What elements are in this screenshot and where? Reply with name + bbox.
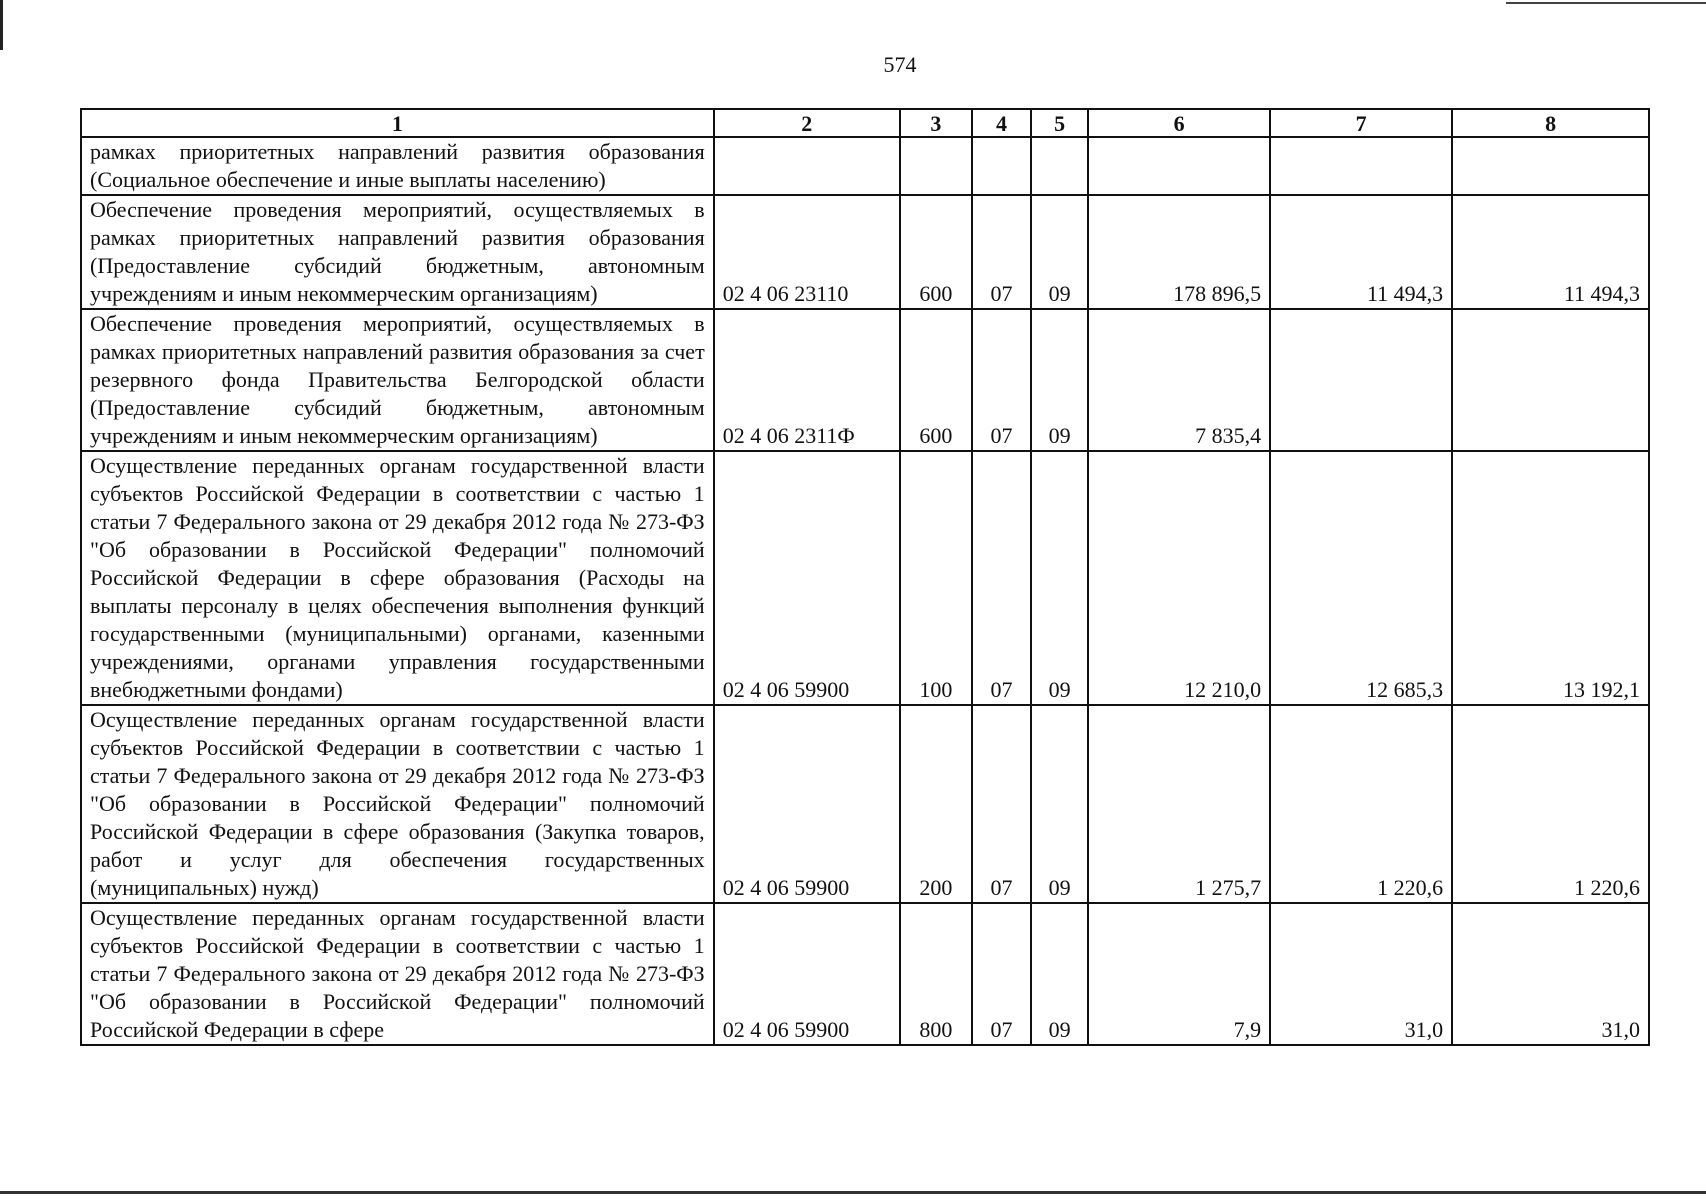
column-header: 6 — [1088, 109, 1270, 137]
scan-edge-mark — [1506, 2, 1706, 4]
amount-column-7: 31,0 — [1270, 903, 1452, 1045]
expense-description: Осуществление переданных органам государственной власти субъектов Российской Федерации в соответствии с частью 1 статьи 7 Федерального закона от 29 декабря 2012 года № 273-ФЗ "Об образовании в Российской Федерации" полномочий Российской Федерации в сфере — [81, 903, 714, 1045]
expense-description: Осуществление переданных органам государственной власти субъектов Российской Федерации в соответствии с частью 1 статьи 7 Федерального закона от 29 декабря 2012 года № 273-ФЗ "Об образовании в Российской Федерации" полномочий Российской Федерации в сфере образования (Расходы на выплаты персоналу в целях обеспечения выполнения функций государственными (муниципальными) органами, казенными учреждениями, органами управления государственными внебюджетными фондами) — [81, 451, 714, 705]
amount-column-8: 11 494,3 — [1452, 195, 1649, 309]
expense-type-code: 100 — [900, 451, 972, 705]
column-header: 4 — [972, 109, 1031, 137]
table-row — [81, 705, 1649, 903]
column-header: 5 — [1031, 109, 1088, 137]
target-article-code: 02 4 06 59900 — [714, 903, 900, 1045]
amount-column-6: 7,9 — [1088, 903, 1270, 1045]
scan-edge-mark — [0, 0, 3, 50]
amount-column-8: 1 220,6 — [1452, 705, 1649, 903]
expense-type-code — [900, 137, 972, 195]
subsection-code: 09 — [1031, 903, 1088, 1045]
amount-column-8: 13 192,1 — [1452, 451, 1649, 705]
table-row — [81, 451, 1649, 705]
expense-description: Обеспечение проведения мероприятий, осуществляемых в рамках приоритетных направлений развития образования (Предоставление субсидий бюджетным, автономным учреждениям и иным некоммерческим организациям) — [81, 195, 714, 309]
subsection-code — [1031, 137, 1088, 195]
amount-column-6: 7 835,4 — [1088, 309, 1270, 451]
target-article-code: 02 4 06 2311Ф — [714, 309, 900, 451]
table-row — [81, 903, 1649, 1045]
table-row — [81, 309, 1649, 451]
column-header: 1 — [81, 109, 714, 137]
expense-type-code: 600 — [900, 195, 972, 309]
amount-column-7 — [1270, 137, 1452, 195]
target-article-code — [714, 137, 900, 195]
amount-column-7: 12 685,3 — [1270, 451, 1452, 705]
expense-type-code: 800 — [900, 903, 972, 1045]
expense-description: Обеспечение проведения мероприятий, осуществляемых в рамках приоритетных направлений развития образования за счет резервного фонда Правительства Белгородской области (Предоставление субсидий бюджетным, автономным учреждениям и иным некоммерческим организациям) — [81, 309, 714, 451]
column-header: 8 — [1452, 109, 1649, 137]
amount-column-7: 1 220,6 — [1270, 705, 1452, 903]
subsection-code: 09 — [1031, 451, 1088, 705]
table-row — [81, 137, 1649, 195]
expense-type-code: 200 — [900, 705, 972, 903]
table-header-row — [81, 109, 1649, 137]
column-header: 3 — [900, 109, 972, 137]
section-code: 07 — [972, 309, 1031, 451]
subsection-code: 09 — [1031, 309, 1088, 451]
subsection-code: 09 — [1031, 705, 1088, 903]
target-article-code: 02 4 06 59900 — [714, 705, 900, 903]
column-header: 2 — [714, 109, 900, 137]
expense-description: рамках приоритетных направлений развития образования (Социальное обеспечение и иные выплаты населению) — [81, 137, 714, 195]
table-row — [81, 195, 1649, 309]
section-code: 07 — [972, 451, 1031, 705]
section-code — [972, 137, 1031, 195]
amount-column-7 — [1270, 309, 1452, 451]
amount-column-8 — [1452, 137, 1649, 195]
amount-column-6: 12 210,0 — [1088, 451, 1270, 705]
expense-description: Осуществление переданных органам государственной власти субъектов Российской Федерации в соответствии с частью 1 статьи 7 Федерального закона от 29 декабря 2012 года № 273-ФЗ "Об образовании в Российской Федерации" полномочий Российской Федерации в сфере образования (Закупка товаров, работ и услуг для обеспечения государственных (муниципальных) нужд) — [81, 705, 714, 903]
section-code: 07 — [972, 705, 1031, 903]
section-code: 07 — [972, 903, 1031, 1045]
amount-column-6: 178 896,5 — [1088, 195, 1270, 309]
budget-table — [80, 108, 1650, 1046]
target-article-code: 02 4 06 59900 — [714, 451, 900, 705]
amount-column-7: 11 494,3 — [1270, 195, 1452, 309]
column-header: 7 — [1270, 109, 1452, 137]
subsection-code: 09 — [1031, 195, 1088, 309]
target-article-code: 02 4 06 23110 — [714, 195, 900, 309]
expense-type-code: 600 — [900, 309, 972, 451]
section-code: 07 — [972, 195, 1031, 309]
page-number: 574 — [883, 52, 917, 77]
amount-column-6 — [1088, 137, 1270, 195]
amount-column-8 — [1452, 309, 1649, 451]
amount-column-8: 31,0 — [1452, 903, 1649, 1045]
scan-edge-mark — [0, 1191, 1706, 1194]
amount-column-6: 1 275,7 — [1088, 705, 1270, 903]
